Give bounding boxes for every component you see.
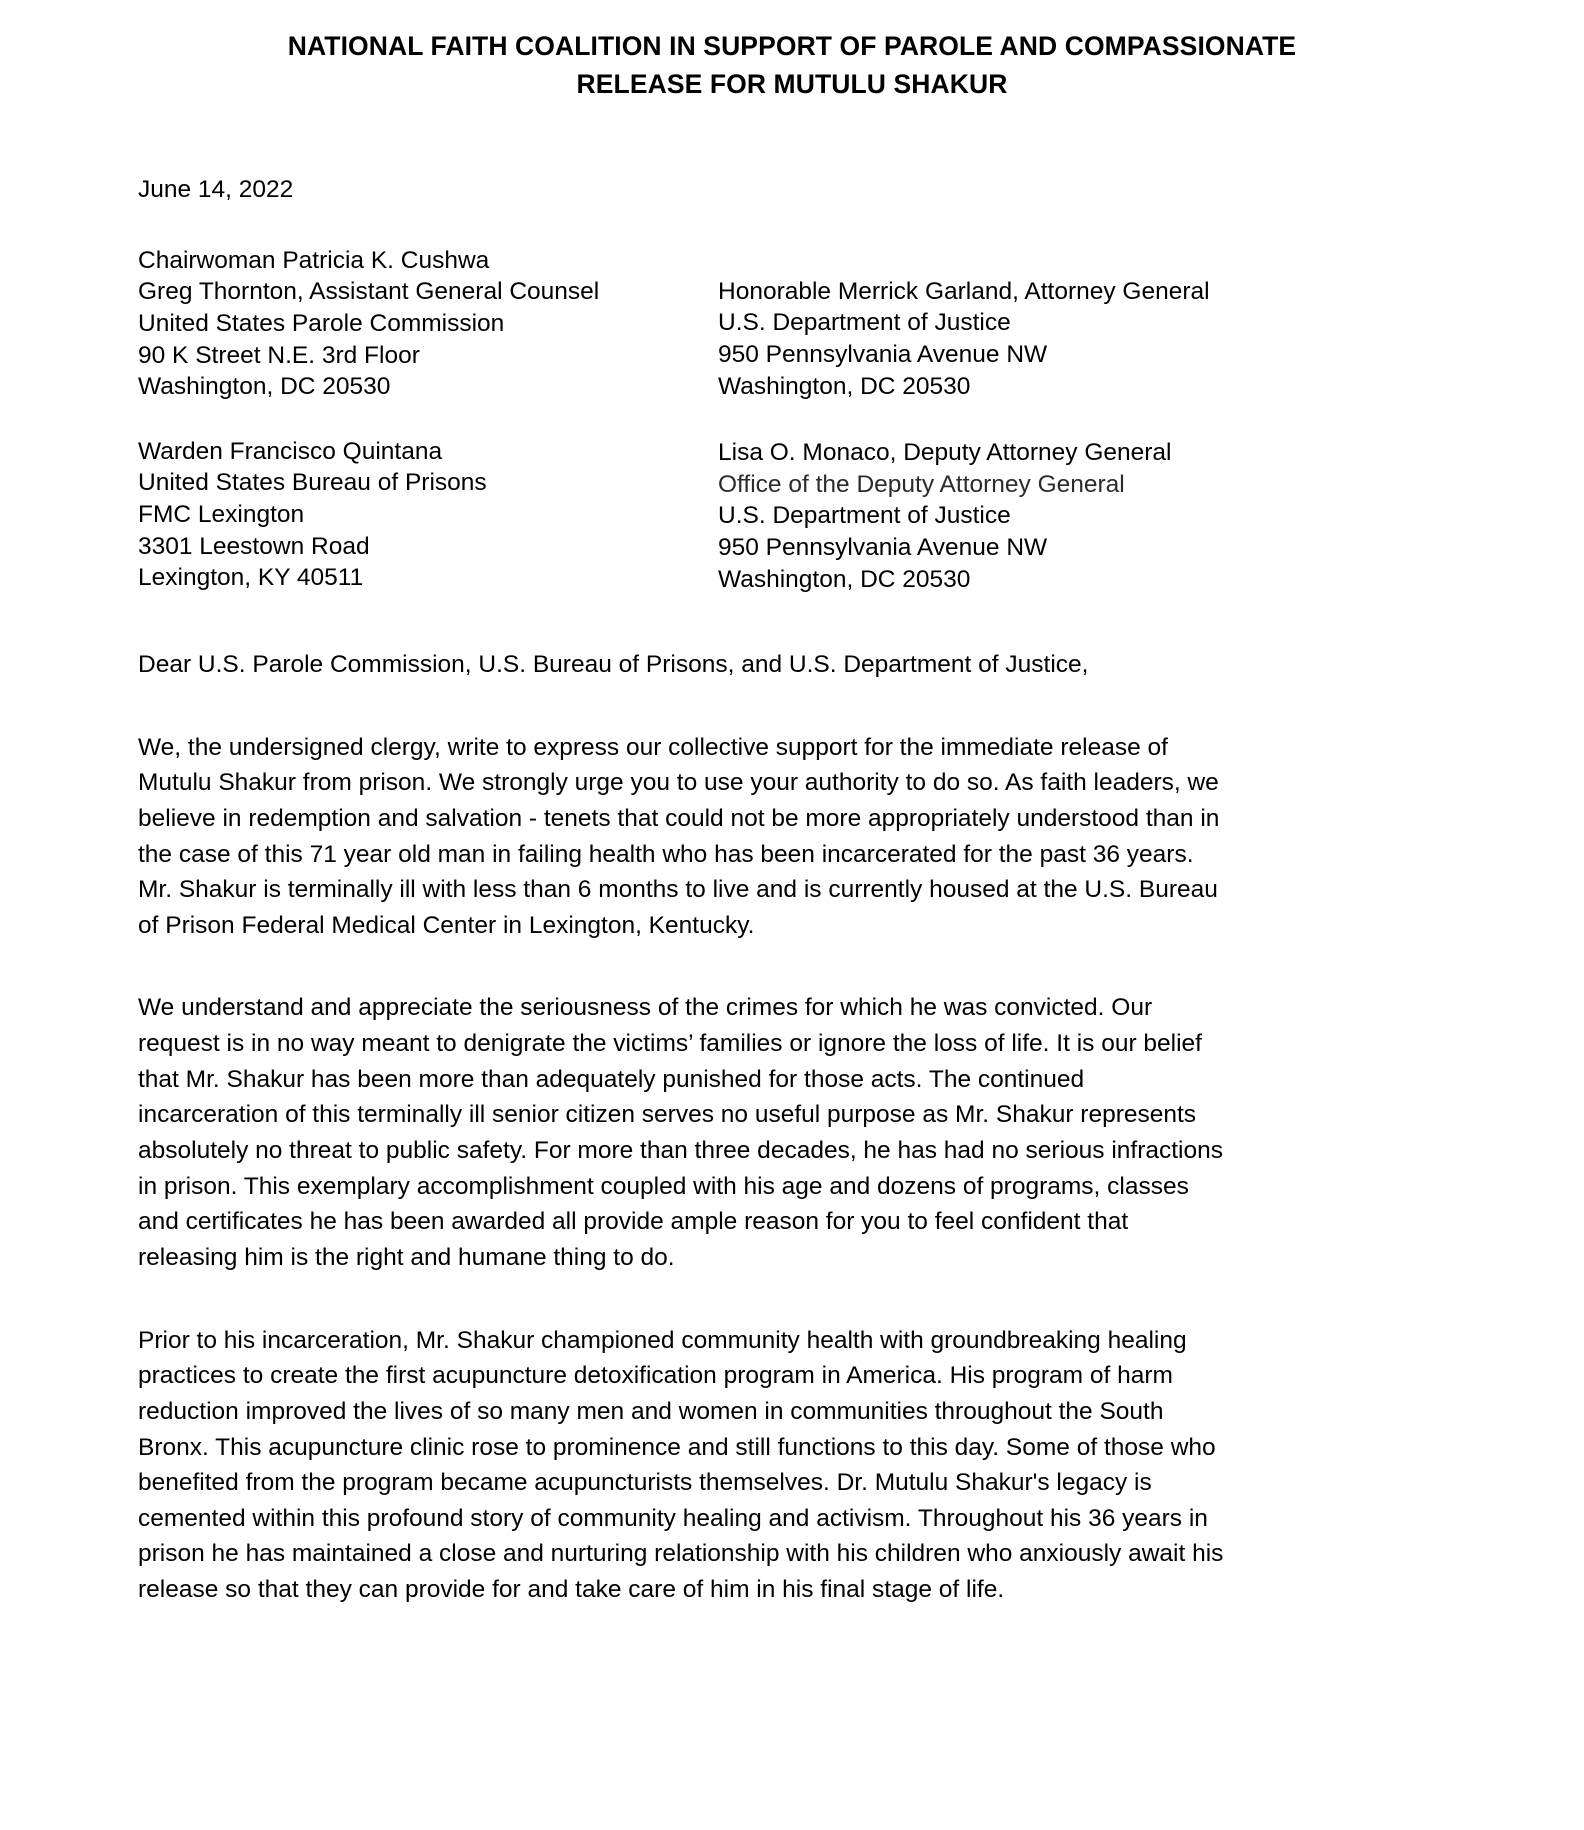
- body-paragraph-2: We understand and appreciate the seriousness of the crimes for which he was convicted. Our request is in no way meant to denigrate the victims’ families or ignore the loss of life. It is our belief that Mr. Shakur has been more than adequately punished for those acts. The continued incarceration of this terminally ill senior citizen serves no useful purpose as Mr. Shakur represents absolutely no threat to public safety. For more than three decades, he has had no serious infractions in prison. This exemplary accomplishment coupled with his age and dozens of programs, classes and certificates he has been awarded all provide ample reason for you to feel confident that releasing him is the right and humane thing to do.: [138, 994, 1223, 1271]
- address-line: United States Bureau of Prisons: [138, 469, 487, 497]
- address-line: U.S. Department of Justice: [718, 502, 1011, 530]
- salutation: Dear U.S. Parole Commission, U.S. Bureau of Prisons, and U.S. Department of Justice,: [138, 651, 1089, 679]
- address-line: 3301 Leestown Road: [138, 532, 370, 560]
- address-line: United States Parole Commission: [138, 309, 505, 337]
- address-line: U.S. Department of Justice: [718, 309, 1011, 337]
- address-line: Washington, DC 20530: [718, 565, 971, 593]
- recipient-address-block: [138, 245, 1224, 595]
- address-line: FMC Lexington: [138, 500, 305, 528]
- letter-body: [138, 172, 1224, 1607]
- address-line: 950 Pennsylvania Avenue NW: [718, 340, 1048, 368]
- address-line: Chairwoman Patricia K. Cushwa: [138, 246, 490, 274]
- address-line: Washington, DC 20530: [138, 373, 391, 401]
- body-paragraph-1: We, the undersigned clergy, write to express our collective support for the immediate release of Mutulu Shakur from prison. We strongly urge you to use your authority to do so. As faith leaders, we believe in redemption and salvation - tenets that could not be more appropriately understood than in the case of this 71 year old man in failing health who has been incarcerated for the past 36 years. Mr. Shakur is terminally ill with less than 6 months to live and is currently housed at the U.S. Bureau of Prison Federal Medical Center in Lexington, Kentucky.: [138, 733, 1220, 939]
- page-title: [0, 0, 1584, 103]
- address-line: Greg Thornton, Assistant General Counsel: [138, 278, 600, 306]
- recipient-parole-commission: [138, 245, 718, 403]
- address-line: Warden Francisco Quintana: [138, 437, 443, 465]
- address-line: Office of the Deputy Attorney General: [718, 470, 1125, 498]
- address-line: Honorable Merrick Garland, Attorney General: [718, 277, 1210, 305]
- recipient-warden-quintana: [138, 436, 718, 594]
- address-line: Lisa O. Monaco, Deputy Attorney General: [718, 439, 1172, 467]
- address-column-right: [718, 245, 1224, 595]
- title-line-2: RELEASE FOR MUTULU SHAKUR: [576, 68, 1008, 99]
- letter-date: June 14, 2022: [138, 176, 294, 204]
- body-paragraph-3: Prior to his incarceration, Mr. Shakur championed community health with groundbreaking healing practices to create the first acupuncture detoxification program in America. His program of harm reduction improved the lives of so many men and women in communities throughout the South Bronx. This acupuncture clinic rose to prominence and still functions to this day. Some of those who benefited from the program became acupuncturists themselves. Dr. Mutulu Shakur's legacy is cemented within this profound story of community healing and activism. Throughout his 36 years in prison he has maintained a close and nurturing relationship with his children who anxiously await his release so that they can provide for and take care of him in his final stage of life.: [138, 1326, 1224, 1604]
- address-line: 90 K Street N.E. 3rd Floor: [138, 341, 420, 369]
- address-column-left: [138, 245, 718, 595]
- address-line: 950 Pennsylvania Avenue NW: [718, 533, 1048, 561]
- title-line-1: NATIONAL FAITH COALITION IN SUPPORT OF PAROLE AND COMPASSIONATE: [287, 31, 1297, 61]
- address-line: Washington, DC 20530: [718, 372, 971, 400]
- recipient-attorney-general: [718, 276, 1224, 402]
- address-line: Lexington, KY 40511: [138, 564, 364, 592]
- recipient-deputy-attorney-general: [718, 437, 1224, 595]
